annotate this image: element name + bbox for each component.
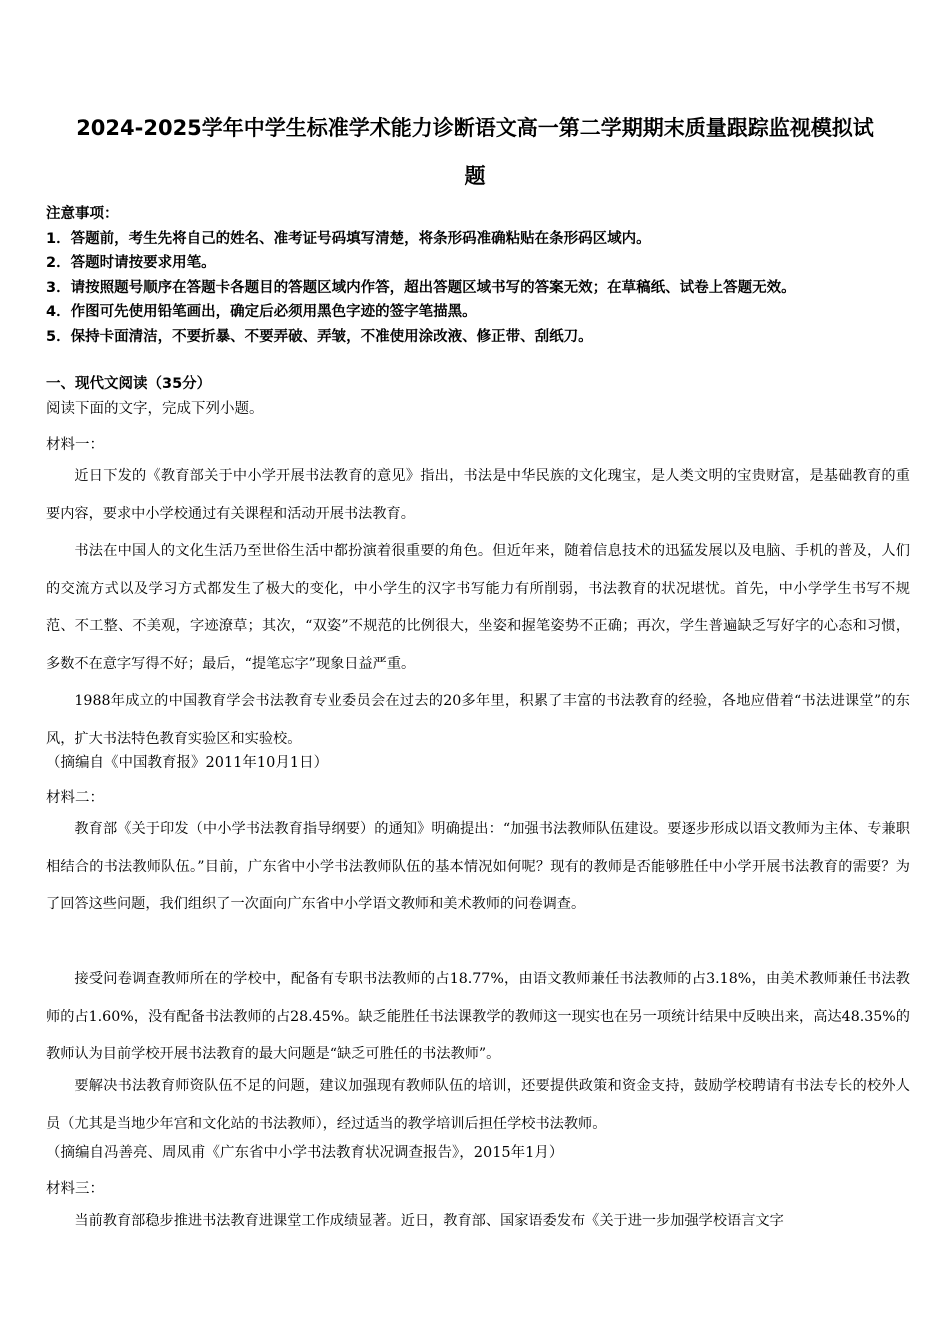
note-item: 2．答题时请按要求用笔。 — [46, 255, 216, 271]
notes-heading: 注意事项： — [46, 206, 119, 222]
notes-block — [46, 202, 916, 349]
note-item: 4．作图可先使用铅笔画出，确定后必须用黑色字迹的签字笔描黑。 — [46, 304, 477, 320]
section-heading: 一、现代文阅读（35分） — [46, 376, 212, 392]
exam-title-line-2: 题 — [464, 164, 486, 188]
material-1-paragraph: 1988年成立的中国教育学会书法教育专业委员会在过去的20多年里，积累了丰富的书法教育的经验，各地应借着“书法进课堂”的东风，扩大书法特色教育实验区和实验校。 — [46, 693, 910, 747]
exam-title-line-1: 2024-2025学年中学生标准学术能力诊断语文高一第二学期期末质量跟踪监视模拟试 — [76, 116, 874, 140]
material-3-label: 材料三： — [46, 1181, 104, 1197]
material-3-paragraph: 当前教育部稳步推进书法教育进课堂工作成绩显著。近日，教育部、国家语委发布《关于进一步加强学校语言文字 — [74, 1213, 784, 1229]
material-1-source: （摘编自《中国教育报》2011年10月1日） — [46, 755, 329, 771]
note-item: 1．答题前，考生先将自己的姓名、准考证号码填写清楚，将条形码准确粘贴在条形码区域内。 — [46, 230, 651, 247]
material-1-paragraph: 书法在中国人的文化生活乃至世俗生活中都扮演着很重要的角色。但近年来，随着信息技术的迅猛发展以及电脑、手机的普及，人们的交流方式以及学习方式都发生了极大的变化，中小学生的汉字书写能力有所削弱，书法教育的状况堪忧。首先，中小学学生书写不规范、不工整、不美观，字迹潦草；其次，“双姿”不规范的比例很大，坐姿和握笔姿势不正确；再次，学生普遍缺乏写好字的心态和习惯，多数不在意字写得不好；最后，“提笔忘字”现象日益严重。 — [46, 543, 910, 672]
note-item: 3．请按照题号顺序在答题卡各题目的答题区域内作答，超出答题区域书写的答案无效；在草稿纸、试卷上答题无效。 — [46, 279, 796, 296]
note-item: 5．保持卡面清洁，不要折暴、不要弄破、弄皱，不准使用涂改液、修正带、刮纸刀。 — [46, 328, 593, 345]
material-1-label: 材料一： — [46, 437, 104, 453]
material-2-source: （摘编自冯善亮、周凤甫《广东省中小学书法教育状况调查报告》，2015年1月） — [46, 1145, 564, 1161]
material-2-paragraph: 接受问卷调查教师所在的学校中，配备有专职书法教师的占18.77%，由语文教师兼任书法教师的占3.18%，由美术教师兼任书法教师的占1.60%，没有配备书法教师的占28.45%。缺乏能胜任书法课教学的教师这一现实也在另一项统计结果中反映出来，高达48.35%的教师认为目前学校开展书法教育的最大问题是“缺乏可胜任的书法教师”。 — [46, 971, 910, 1062]
reading-instruction: 阅读下面的文字，完成下列小题。 — [46, 401, 264, 417]
material-2-label: 材料二： — [46, 790, 104, 806]
material-2-paragraph: 要解决书法教育师资队伍不足的问题，建议加强现有教师队伍的培训，还要提供政策和资金支持，鼓励学校聘请有书法专长的校外人员（尤其是当地少年宫和文化站的书法教师），经过适当的教学培训后担任学校书法教师。 — [46, 1078, 910, 1132]
material-1-paragraph: 近日下发的《教育部关于中小学开展书法教育的意见》指出，书法是中华民族的文化瑰宝，是人类文明的宝贵财富，是基础教育的重要内容，要求中小学校通过有关课程和活动开展书法教育。 — [46, 468, 910, 522]
material-2-paragraph: 教育部《关于印发（中小学书法教育指导纲要）的通知》明确提出：“加强书法教师队伍建设。要逐步形成以语文教师为主体、专兼职相结合的书法教师队伍。”目前，广东省中小学书法教师队伍的基本情况如何呢？现有的教师是否能够胜任中小学开展书法教育的需要？为了回答这些问题，我们组织了一次面向广东省中小学语文教师和美术教师的问卷调查。 — [46, 821, 910, 912]
